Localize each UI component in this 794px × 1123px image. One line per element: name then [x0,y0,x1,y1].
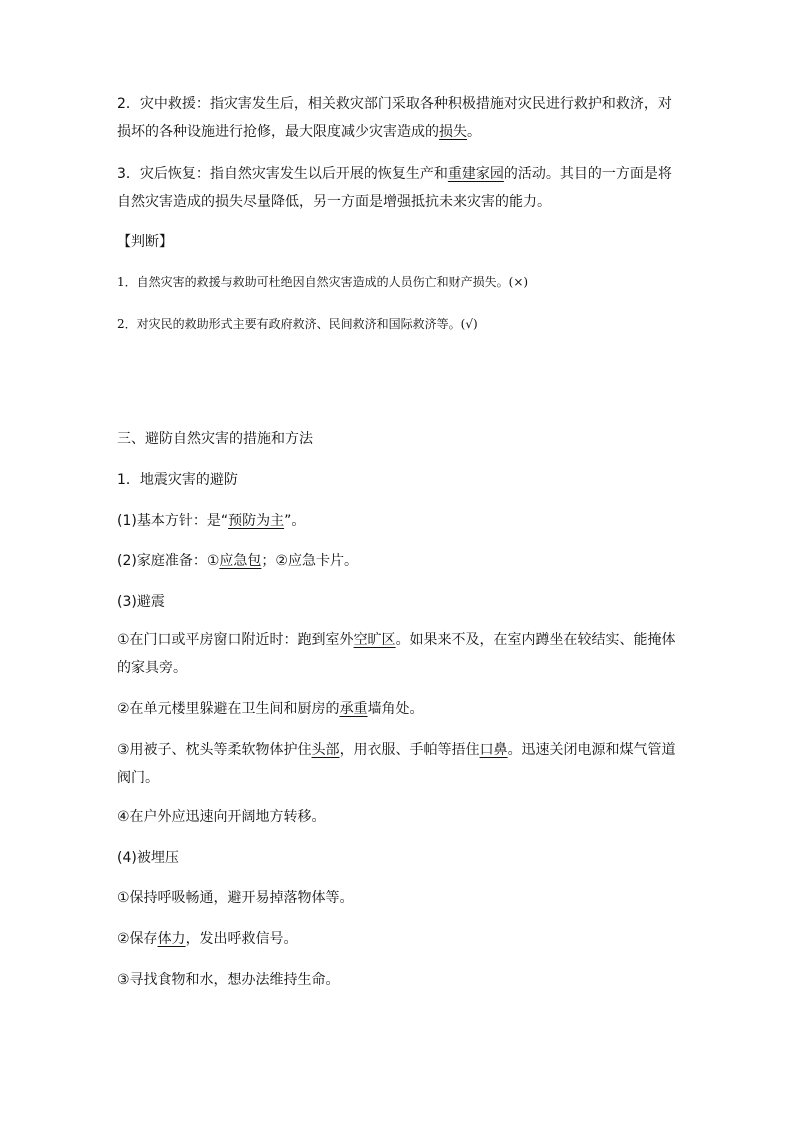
text-segment: ；②应急卡片。 [261,553,358,569]
item-outdoors: ④在户外应迅速向开阔地方转移。 [117,809,326,825]
text-segment: ”。 [284,513,306,529]
paragraph-disaster-relief [117,90,683,146]
underlined-term: 承重 [339,701,368,717]
item-buried-heading: (4)被埋压 [117,850,179,866]
underlined-term: 预防为主 [228,513,285,529]
text-segment: 3．灾后恢复：指自然灾害发生以后开展的恢复生产和 [117,166,448,182]
text-segment: ，发出呼救信号。 [185,931,298,947]
text-segment: (1)基本方针：是“ [117,513,229,529]
item-keep-breathing: ①保持呼吸畅通，避开易掉落物体等。 [117,890,354,906]
text-segment: ③用被子、枕头等柔软物体护住 [117,742,312,758]
text-segment: 的活动。其目的一方面是将自然灾害造成的损失尽量降低，另一方面是增强抵抗未来灾害的能力。 [117,166,672,210]
item-near-door [117,626,683,682]
item-basic-policy [117,507,683,535]
text-segment: ，用衣服、手帕等捂住 [339,742,480,758]
underlined-term: 损失 [439,124,467,140]
text-segment: 墙角处。 [367,701,424,717]
text-segment: ②保存 [117,931,158,947]
text-segment: (2)家庭准备：① [117,553,220,569]
subsection-earthquake: 1．地震灾害的避防 [117,472,238,488]
underlined-term: 应急包 [219,553,262,569]
underlined-term: 口鼻 [479,742,508,758]
underlined-term: 重建家园 [447,166,504,182]
judge-heading: 【判断】 [117,234,173,250]
text-segment: 。如果来不及，在室内蹲坐在较结实、能掩体的家具旁。 [117,632,676,676]
underlined-term: 空旷区 [353,632,396,648]
item-protect-head [117,736,683,792]
text-segment: ②在单元楼里躲避在卫生间和厨房的 [117,701,340,717]
underlined-term: 体力 [157,931,186,947]
text-segment: 。迅速关闭电源和煤气管道阀门。 [117,742,676,786]
item-shelter-heading: (3)避震 [117,594,165,610]
paragraph-post-disaster-recovery [117,160,683,216]
text-segment: 。 [467,124,481,140]
item-save-strength [117,925,683,953]
text-segment: ①在门口或平房窗口附近时：跑到室外 [117,632,354,648]
section-heading-3: 三、避防自然灾害的措施和方法 [117,431,313,447]
item-family-preparation [117,547,683,575]
text-segment: 2．灾中救援：指灾害发生后，相关救灾部门采取各种积极措施对灾民进行救护和救济，对损坏的各种设施进行抢修，最大限度减少灾害造成的 [117,96,672,140]
underlined-term: 头部 [311,742,340,758]
judge-item-1: 1．自然灾害的救援与救助可杜绝因自然灾害造成的人员伤亡和财产损失。(×) [117,275,529,289]
item-in-building [117,695,683,723]
item-find-food: ③寻找食物和水，想办法维持生命。 [117,972,340,988]
judge-item-2: 2．对灾民的救助形式主要有政府救济、民间救济和国际救济等。(√) [117,317,478,331]
